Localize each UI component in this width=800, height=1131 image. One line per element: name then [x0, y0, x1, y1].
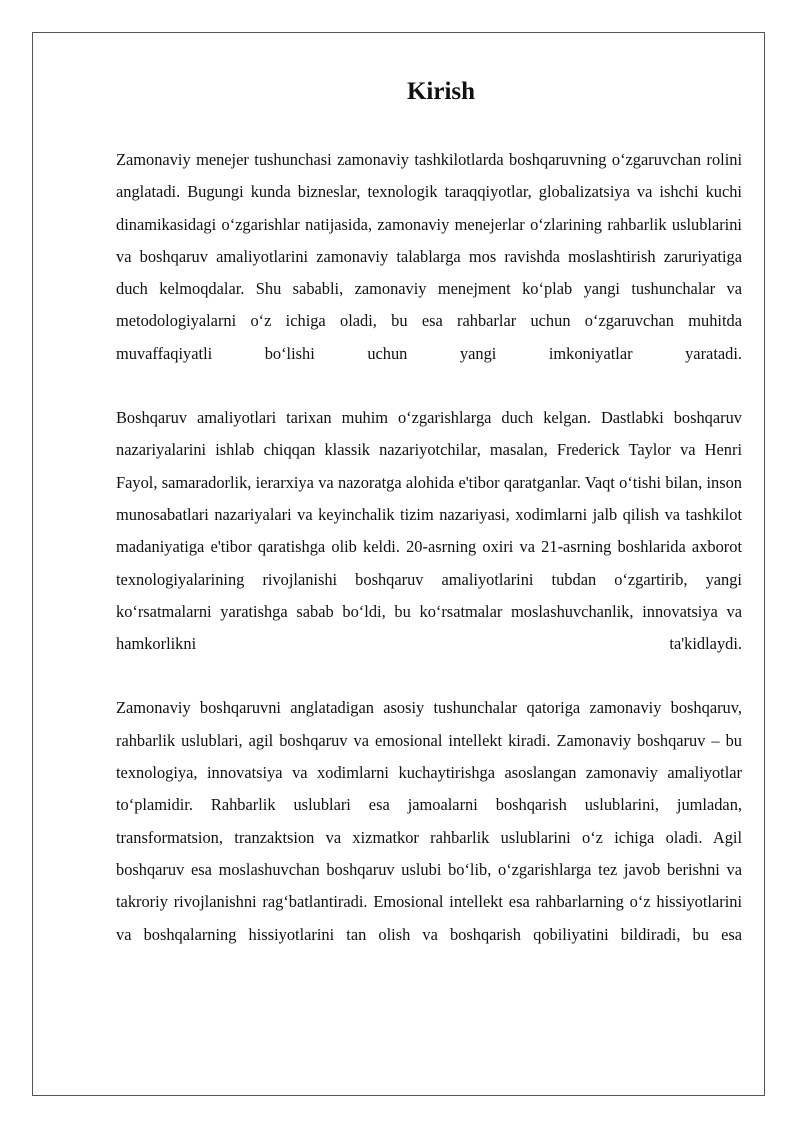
document-title: Kirish	[406, 78, 476, 105]
paragraph-2: Boshqaruv amaliyotlari tarixan muhim o‘zgarishlarga duch kelgan. Dastlabki boshqaruv nazariyalarini ishlab chiqqan klassik nazariyotchilar, masalan, Frederick Taylor va Henri Fayol, samaradorlik, ierarxiya va nazoratga alohida e'tibor qaratganlar. Vaqt o‘tishi bilan, inson munosabatlari nazariyalari va keyinchalik tizim nazariyasi, xodimlarni jalb qilish va tashkilot madaniyatiga e'tibor qaratishga olib keldi. 20-asrning oxiri va 21-asrning boshlarida axborot texnologiyalarining rivojlanishi boshqaruv amaliyotlarini tubdan o‘zgartirib, yangi ko‘rsatmalarni yaratishga sabab bo‘ldi, bu ko‘rsatmalar moslashuvchanlik, innovatsiya va hamkorlikni ta'kidlaydi.	[116, 408, 742, 654]
paragraph-3: Zamonaviy boshqaruvni anglatadigan asosiy tushunchalar qatoriga zamonaviy boshqaruv, rahbarlik uslublari, agil boshqaruv va emosional intellekt kiradi. Zamonaviy boshqaruv – bu texnologiya, innovatsiya va xodimlarni kuchaytirishga asoslangan zamonaviy amaliyotlar to‘plamidir. Rahbarlik uslublari esa jamoalarni boshqarish uslublarini, jumladan, transformatsion, tranzaktsion va xizmatkor rahbarlik uslublarini o‘z ichiga oladi. Agil boshqaruv esa moslashuvchan boshqaruv uslubi bo‘lib, o‘zgarishlarga tez javob berishni va takroriy rivojlanishni rag‘batlantiradi. Emosional intellekt esa rahbarlarning o‘z hissiyotlarini va boshqalarning hissiyotlarini tan olish va boshqarish qobiliyatini bildiradi, bu esa	[116, 698, 742, 944]
paragraph-1: Zamonaviy menejer tushunchasi zamonaviy tashkilotlarda boshqaruvning o‘zgaruvchan rolini anglatadi. Bugungi kunda bizneslar, texnologik taraqqiyotlar, globalizatsiya va ishchi kuchi dinamikasidagi o‘zgarishlar natijasida, zamonaviy menejerlar o‘zlarining rahbarlik uslublarini va boshqaruv amaliyotlarini zamonaviy talablarga mos ravishda moslashtirish zaruriyatiga duch kelmoqdalar. Shu sababli, zamonaviy menejment ko‘plab yangi tushunchalar va metodologiyalarni o‘z ichiga oladi, bu esa rahbarlar uchun o‘zgaruvchan muhitda muvaffaqiyatli bo‘lishi uchun yangi imkoniyatlar yaratadi.	[116, 150, 742, 363]
document-body	[116, 76, 742, 983]
